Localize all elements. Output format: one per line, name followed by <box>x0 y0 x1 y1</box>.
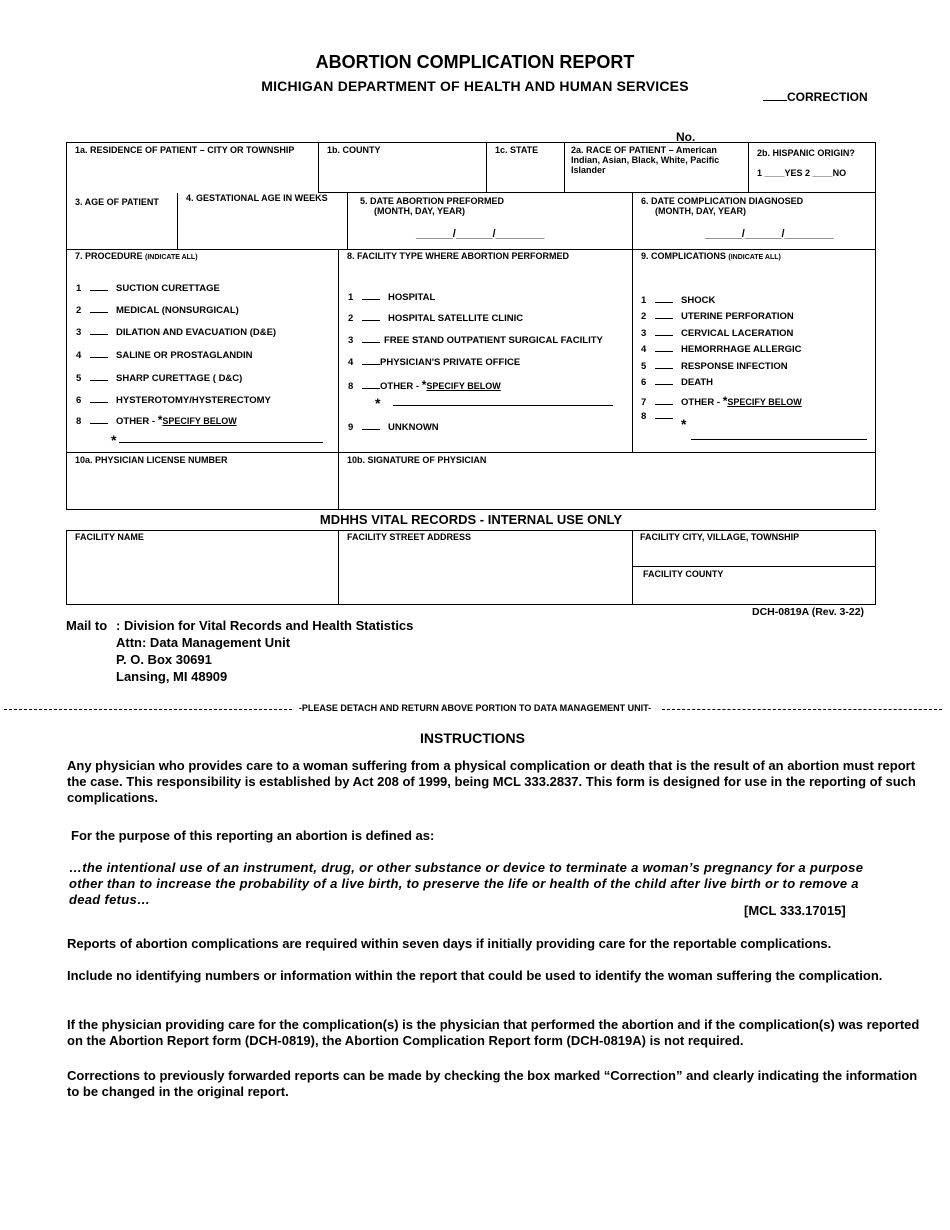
facility-option-9[interactable]: 9 UNKNOWN <box>348 422 439 433</box>
field-signature-label: 10b. SIGNATURE OF PHYSICIAN <box>347 455 487 465</box>
field-date-complication[interactable] <box>633 193 875 250</box>
facility-specify-star: * <box>375 395 381 411</box>
field-facility-name[interactable] <box>67 531 339 604</box>
complication-option-1[interactable]: 1 SHOCK <box>641 295 716 306</box>
field-race[interactable] <box>565 143 749 193</box>
field-age-label: 3. AGE OF PATIENT <box>75 197 159 207</box>
complication-specify-star: * <box>681 416 687 432</box>
field-license-number-label: 10a. PHYSICIAN LICENSE NUMBER <box>75 455 228 465</box>
complication-option-7[interactable]: 7 OTHER - *SPECIFY BELOW <box>641 394 802 408</box>
field-facility-name-label: FACILITY NAME <box>75 532 144 542</box>
field-facility-county[interactable] <box>633 567 875 604</box>
field-facility-county-label: FACILITY COUNTY <box>643 569 724 579</box>
field-residence[interactable] <box>67 143 319 193</box>
instructions-cite: [MCL 333.17015] <box>744 903 846 918</box>
instructions-p4: Include no identifying numbers or information within the report that could be used to identify the woman suffering the complication. <box>67 968 883 983</box>
instructions-p6: Corrections to previously forwarded reports can be made by checking the box marked “Correction” and clearly indicating the information to be changed in the original report. <box>67 1068 918 1099</box>
mail-line-2: Attn: Data Management Unit <box>116 635 291 650</box>
instructions-p3: Reports of abortion complications are required within seven days if initially providing care for the reportable complications. <box>67 936 832 951</box>
instructions-p2: For the purpose of this reporting an abortion is defined as: <box>71 828 435 843</box>
field-facility-city-label: FACILITY CITY, VILLAGE, TOWNSHIP <box>640 532 800 542</box>
hispanic-options[interactable]: 1 ____YES 2 ____NO <box>757 168 847 178</box>
instructions-p1: Any physician who provides care to a woman suffering from a physical complication or death that is the result of an abortion must report the case. This responsibility is established by Act 208 of 1999, being MCL 333.2837. This form is designed for use in the reporting of such complications. <box>67 758 916 805</box>
complication-option-3[interactable]: 3 CERVICAL LACERATION <box>641 328 794 339</box>
form-id: DCH-0819A (Rev. 3-22) <box>752 606 865 618</box>
mail-to-block <box>66 617 413 685</box>
field-date-abortion[interactable] <box>348 193 633 250</box>
report-number-label: No. <box>676 130 696 144</box>
mail-line-3: P. O. Box 30691 <box>116 652 212 667</box>
correction-label: CORRECTION <box>787 90 868 104</box>
detach-dash-right <box>662 709 942 710</box>
field-county-label: 1b. COUNTY <box>327 145 381 155</box>
field-complications-label: 9. COMPLICATIONS <box>641 251 726 261</box>
page-subtitle: MICHIGAN DEPARTMENT OF HEALTH AND HUMAN SERVICES <box>261 78 689 94</box>
complication-specify-line[interactable] <box>691 439 867 440</box>
complication-option-6[interactable]: 6 DEATH <box>641 377 714 388</box>
field-date-complication-sub: (MONTH, DAY, YEAR) <box>655 206 747 216</box>
field-gestational-age[interactable] <box>178 193 348 250</box>
procedure-option-4[interactable]: 4 SALINE OR PROSTAGLANDIN <box>76 350 253 361</box>
procedure-option-2[interactable]: 2 MEDICAL (NONSURGICAL) <box>76 305 239 316</box>
procedure-option-5[interactable]: 5 SHARP CURETTAGE ( D&C) <box>76 373 243 384</box>
complication-option-4[interactable]: 4 HEMORRHAGE ALLERGIC <box>641 344 802 355</box>
mail-line-4: Lansing, MI 48909 <box>116 669 228 684</box>
field-complications-note: (INDICATE ALL) <box>728 254 781 261</box>
field-state-label: 1c. STATE <box>495 145 539 155</box>
field-facility-city[interactable] <box>633 531 875 567</box>
field-procedure-note: (INDICATE ALL) <box>145 254 198 261</box>
procedure-specify-line[interactable] <box>119 442 323 443</box>
field-facility-street[interactable] <box>339 531 633 604</box>
procedure-option-1[interactable]: 1 SUCTION CURETTAGE <box>76 283 220 294</box>
field-date-complication-label: 6. DATE COMPLICATION DIAGNOSED <box>641 196 804 206</box>
mail-line-1: : Division for Vital Records and Health Statistics <box>116 618 414 633</box>
field-facility-type-label: 8. FACILITY TYPE WHERE ABORTION PERFORMED <box>347 251 570 261</box>
instructions-heading: INSTRUCTIONS <box>420 730 525 746</box>
instructions-quote: …the intentional use of an instrument, drug, or other substance or device to terminate a woman’s pregnancy for a purpose other than to increase the probability of a live birth, to preserve the life or health of the child after live birth or to remove a dead fetus… <box>69 860 864 907</box>
field-procedure <box>67 250 339 453</box>
field-complications <box>633 250 875 453</box>
field-facility-street-label: FACILITY STREET ADDRESS <box>347 532 472 542</box>
field-age[interactable] <box>67 193 178 250</box>
correction-checkbox[interactable] <box>763 90 868 104</box>
procedure-specify-star: * <box>111 432 117 448</box>
field-county[interactable] <box>319 143 487 193</box>
date-complication-blank[interactable]: ______/______/________ <box>705 228 834 240</box>
facility-option-8[interactable]: 8 OTHER - *SPECIFY BELOW <box>348 378 501 392</box>
field-hispanic[interactable] <box>749 143 875 193</box>
field-date-abortion-sub: (MONTH, DAY, YEAR) <box>374 206 466 216</box>
complication-option-2[interactable]: 2 UTERINE PERFORATION <box>641 311 794 322</box>
field-gestational-age-label: 4. GESTATIONAL AGE IN WEEKS <box>186 193 328 203</box>
internal-use-form <box>66 530 876 605</box>
field-facility-type <box>339 250 633 453</box>
detach-line: -PLEASE DETACH AND RETURN ABOVE PORTION TO DATA MANAGEMENT UNIT- <box>298 703 652 713</box>
facility-specify-line[interactable] <box>393 405 613 406</box>
facility-option-1[interactable]: 1 HOSPITAL <box>348 292 436 303</box>
facility-option-2[interactable]: 2 HOSPITAL SATELLITE CLINIC <box>348 313 524 324</box>
page-title: ABORTION COMPLICATION REPORT <box>315 52 635 72</box>
field-hispanic-label: 2b. HISPANIC ORIGIN? <box>757 148 855 158</box>
procedure-option-8[interactable]: 8 OTHER - *SPECIFY BELOW <box>76 413 237 427</box>
internal-use-heading: MDHHS VITAL RECORDS - INTERNAL USE ONLY <box>319 512 623 527</box>
field-procedure-label: 7. PROCEDURE <box>75 251 143 261</box>
field-race-label: 2a. RACE OF PATIENT – American Indian, Asian, Black, White, Pacific Islander <box>571 145 720 175</box>
complication-option-8[interactable]: 8 <box>641 410 681 422</box>
complication-option-5[interactable]: 5 RESPONSE INFECTION <box>641 361 788 372</box>
field-date-abortion-label: 5. DATE ABORTION PREFORMED <box>360 196 505 206</box>
field-residence-label: 1a. RESIDENCE OF PATIENT – CITY OR TOWNSHIP <box>75 145 295 155</box>
procedure-option-6[interactable]: 6 HYSTEROTOMY/HYSTERECTOMY <box>76 395 271 406</box>
instructions-p5: If the physician providing care for the complication(s) is the physician that performed the abortion and if the complication(s) was reported on the Abortion Report form (DCH-0819), the Abortion Complication Report form (DCH-0819A) is not required. <box>67 1017 920 1048</box>
field-state[interactable] <box>487 143 565 193</box>
facility-option-4[interactable]: 4 PHYSICIAN'S PRIVATE OFFICE <box>348 357 521 368</box>
procedure-option-3[interactable]: 3 DILATION AND EVACUATION (D&E) <box>76 327 277 338</box>
facility-option-3[interactable]: 3 FREE STAND OUTPATIENT SURGICAL FACILITY <box>348 335 603 346</box>
field-signature[interactable] <box>339 453 875 509</box>
mail-to-label: Mail to <box>66 618 108 633</box>
report-form <box>66 142 876 510</box>
date-abortion-blank[interactable]: ______/______/________ <box>416 228 545 240</box>
field-license-number[interactable] <box>67 453 339 509</box>
